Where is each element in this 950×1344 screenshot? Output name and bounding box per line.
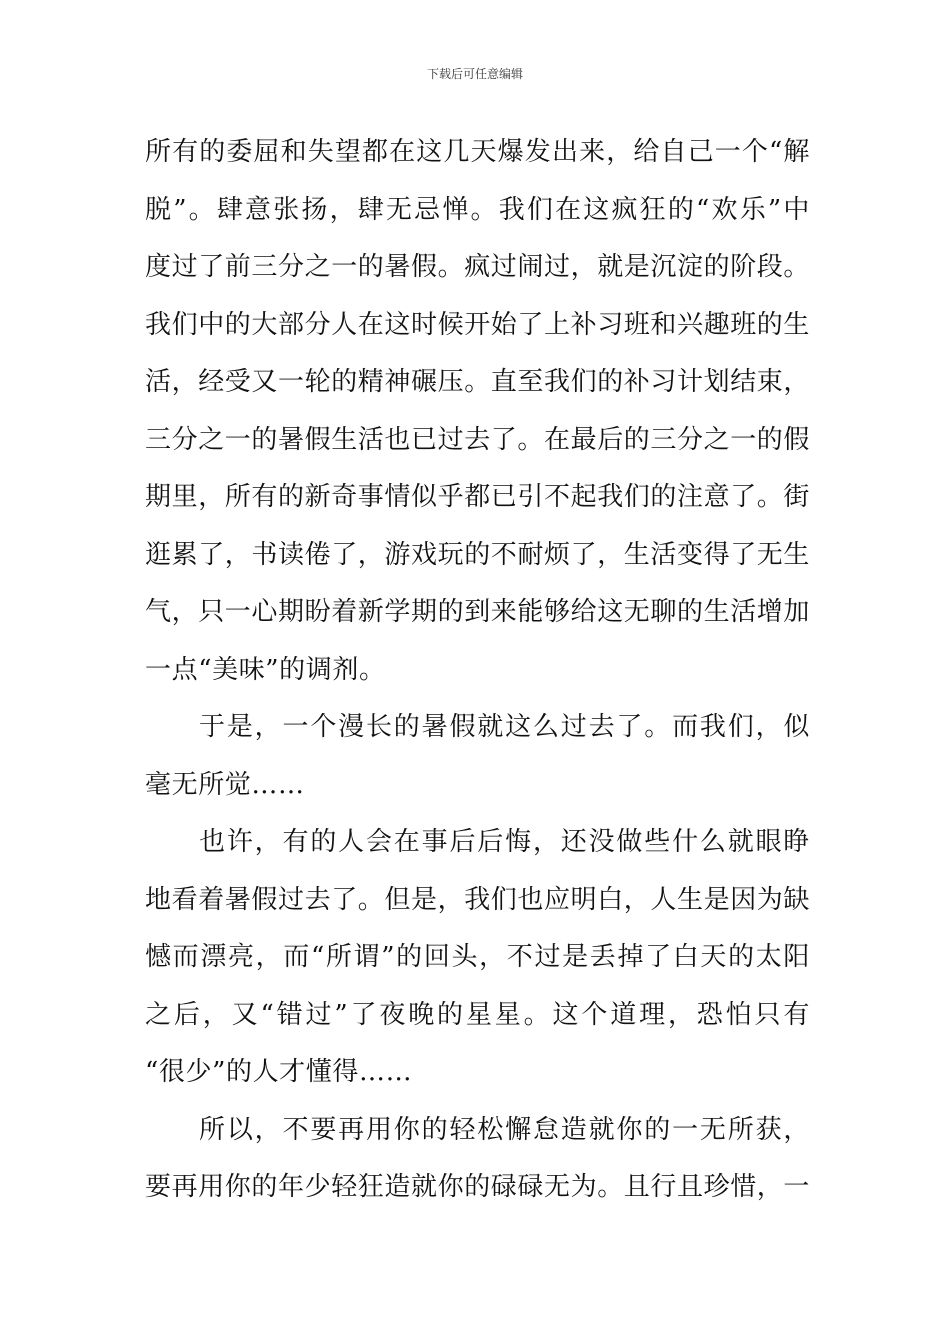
text-line: 之后，又“错过”了夜晚的星星。这个道理，恐怕只有 bbox=[145, 999, 810, 1030]
text-line: 逛累了，书读倦了，游戏玩的不耐烦了，生活变得了无生 bbox=[145, 539, 810, 570]
text-line: 于是，一个漫长的暑假就这么过去了。而我们，似 bbox=[199, 712, 810, 742]
text-line: 所以，不要再用你的轻松懈怠造就你的一无所获， bbox=[199, 1114, 810, 1145]
text-line: 所有的委屈和失望都在这几天爆发出来，给自己一个“解 bbox=[145, 137, 810, 167]
text-line: 也许，有的人会在事后后悔，还没做些什么就眼睁 bbox=[199, 827, 810, 857]
text-line: 度过了前三分之一的暑假。疯过闹过，就是沉淀的阶段。 bbox=[145, 252, 810, 282]
text-line: 要再用你的年少轻狂造就你的碌碌无为。且行且珍惜，一 bbox=[145, 1172, 810, 1202]
paragraph bbox=[145, 124, 810, 699]
text-line: 气，只一心期盼着新学期的到来能够给这无聊的生活增加 bbox=[145, 597, 810, 627]
text-line: 憾而漂亮，而“所谓”的回头，不过是丢掉了白天的太阳 bbox=[145, 942, 810, 972]
paragraph bbox=[145, 699, 810, 814]
text-line: 活，经受又一轮的精神碾压。直至我们的补习计划结束， bbox=[145, 367, 810, 397]
text-line: 一点“美味”的调剂。 bbox=[145, 654, 386, 685]
text-line: 脱”。肆意张扬，肆无忌惮。我们在这疯狂的“欢乐”中 bbox=[145, 194, 810, 225]
page-header: 下载后可任意编辑 bbox=[426, 67, 523, 81]
document-body bbox=[145, 124, 810, 1217]
paragraph bbox=[145, 1102, 810, 1217]
text-line: 我们中的大部分人在这时候开始了上补习班和兴趣班的生 bbox=[145, 309, 810, 340]
text-line: 期里，所有的新奇事情似乎都已引不起我们的注意了。街 bbox=[145, 482, 810, 512]
text-line: 毫无所觉…… bbox=[145, 769, 305, 800]
text-line: 地看着暑假过去了。但是，我们也应明白，人生是因为缺 bbox=[145, 884, 810, 915]
paragraph bbox=[145, 814, 810, 1102]
text-line: “很少”的人才懂得…… bbox=[145, 1057, 413, 1087]
text-line: 三分之一的暑假生活也已过去了。在最后的三分之一的假 bbox=[145, 424, 810, 455]
